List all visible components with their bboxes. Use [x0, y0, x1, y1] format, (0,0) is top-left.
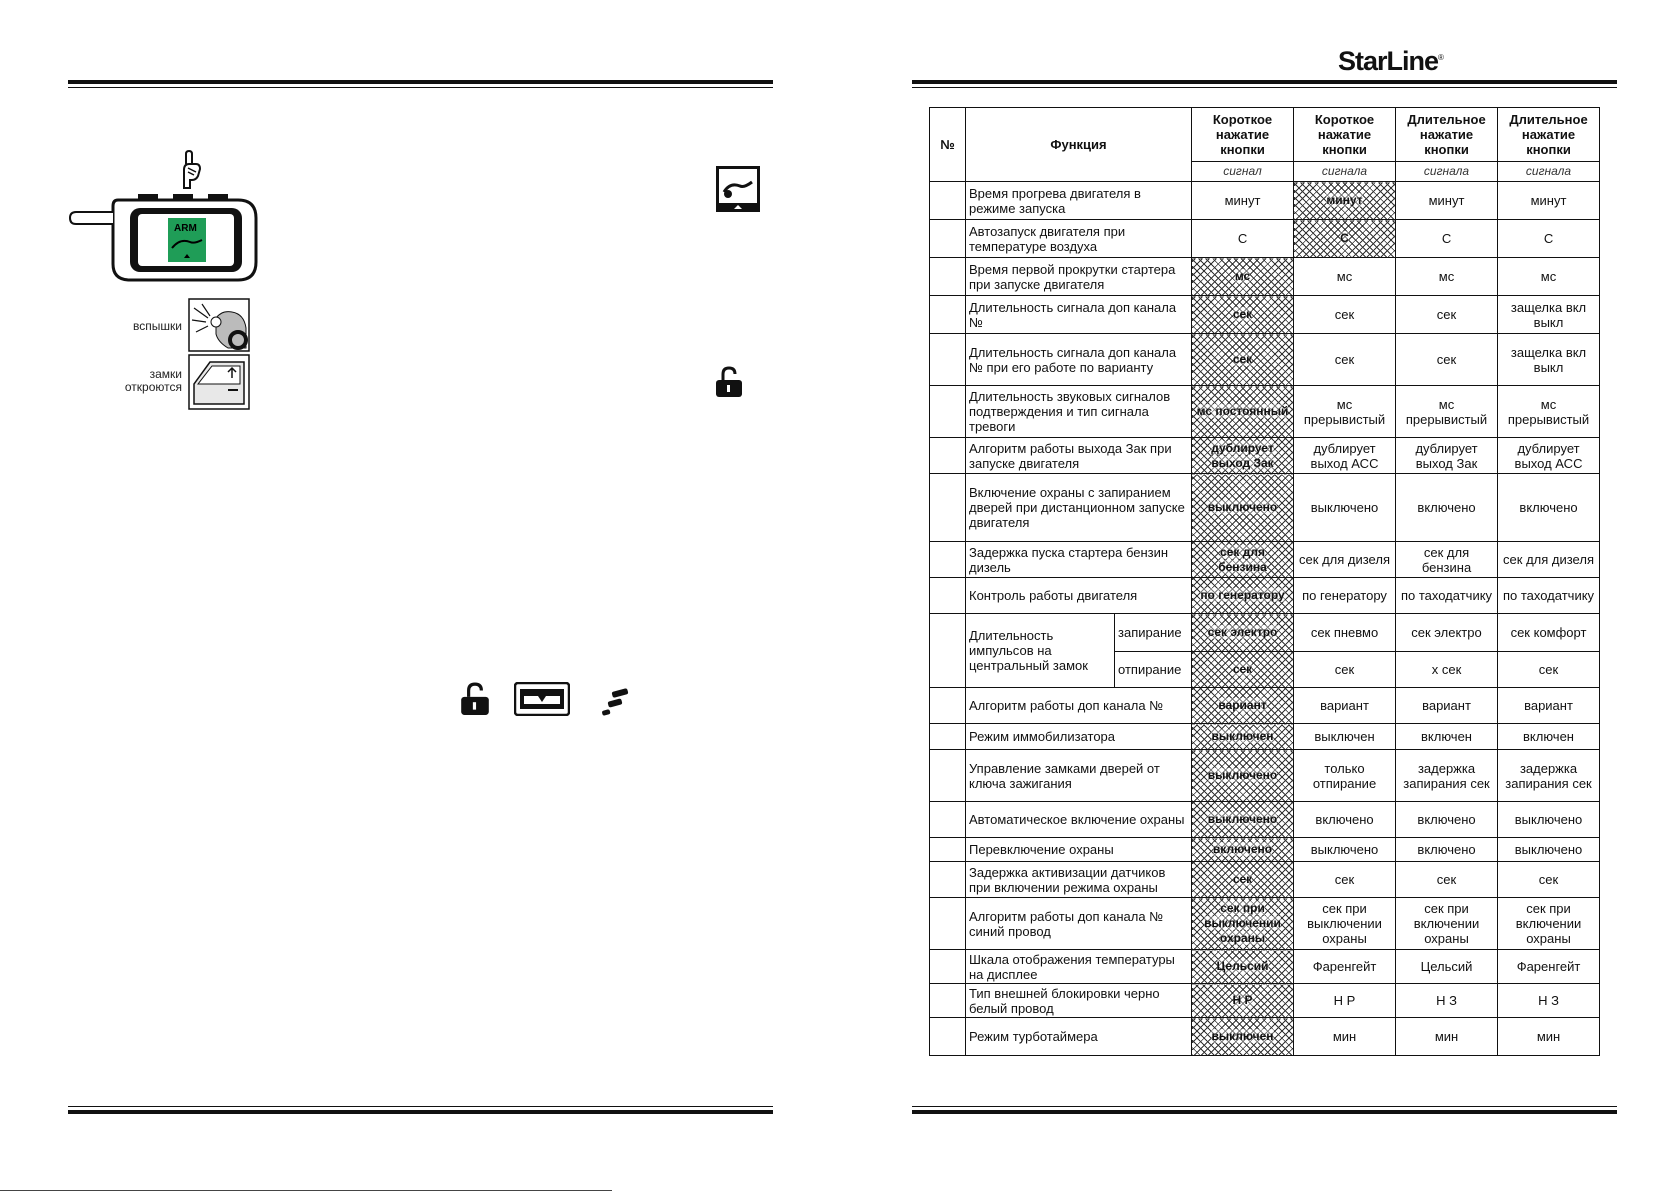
signal-col1: сигнал	[1192, 162, 1294, 182]
table-row	[930, 802, 1600, 838]
table-cell: Фаренгейт	[1498, 950, 1600, 984]
header-col1: Короткое нажатие кнопки	[1192, 108, 1294, 162]
table-cell: сек для бензина	[1396, 542, 1498, 578]
table-cell: сек	[1294, 334, 1396, 386]
table-cell: сек	[1396, 334, 1498, 386]
table-cell: дублирует выход АСС	[1294, 438, 1396, 474]
header-col4: Длительное нажатие кнопки	[1498, 108, 1600, 162]
table-cell: выключено	[1498, 838, 1600, 862]
table-cell: мин	[1498, 1018, 1600, 1056]
table-cell: выключено	[1192, 474, 1294, 542]
table-cell: мс прерывистый	[1498, 386, 1600, 438]
header-function: Функция	[966, 108, 1192, 182]
table-cell: дублирует выход Зак	[1396, 438, 1498, 474]
table-cell: сек при включении охраны	[1396, 898, 1498, 950]
table-cell: включен	[1498, 724, 1600, 750]
row-function: Длительность звуковых сигналов подтверждения и тип сигнала тревоги	[966, 386, 1192, 438]
row-function: Шкала отображения температуры на дисплее	[966, 950, 1192, 984]
table-cell: включено	[1396, 802, 1498, 838]
table-cell: сек	[1294, 296, 1396, 334]
right-top-rule	[912, 80, 1617, 84]
table-cell: защелка вкл выкл	[1498, 334, 1600, 386]
table-row	[930, 984, 1600, 1018]
right-top-rule-thin	[912, 87, 1617, 88]
row-function: Задержка активизации датчиков при включении режима охраны	[966, 862, 1192, 898]
table-cell: мс прерывистый	[1294, 386, 1396, 438]
table-cell: сек электро	[1192, 614, 1294, 652]
right-bottom-rule	[912, 1110, 1617, 1114]
table-row	[930, 438, 1600, 474]
table-cell: сек	[1294, 862, 1396, 898]
locks-caption: замки откроются	[124, 367, 182, 394]
table-cell: минут	[1396, 182, 1498, 220]
table-cell: С	[1498, 220, 1600, 258]
table-row	[930, 220, 1600, 258]
footer-line	[0, 1190, 612, 1191]
table-cell: сек	[1498, 862, 1600, 898]
padlock-open-icon	[713, 366, 745, 398]
table-row	[930, 898, 1600, 950]
table-cell: мс	[1294, 258, 1396, 296]
row-function: Алгоритм работы доп канала №	[966, 688, 1192, 724]
table-cell: сек для бензина	[1192, 542, 1294, 578]
table-cell: выключено	[1192, 802, 1294, 838]
row-function: Время первой прокрутки стартера при запуске двигателя	[966, 258, 1192, 296]
table-cell: мс прерывистый	[1396, 386, 1498, 438]
table-cell: мин	[1294, 1018, 1396, 1056]
table-row-pulse-lock	[930, 614, 1600, 652]
table-cell: включено	[1192, 838, 1294, 862]
brand-logo: StarLine®	[1338, 46, 1443, 76]
table-cell: сек пневмо	[1294, 614, 1396, 652]
trunk-icon	[514, 682, 570, 716]
row-function: Перевключение охраны	[966, 838, 1192, 862]
table-cell: минут	[1498, 182, 1600, 220]
table-row	[930, 862, 1600, 898]
table-cell: включен	[1396, 724, 1498, 750]
header-col2: Короткое нажатие кнопки	[1294, 108, 1396, 162]
table-cell: Н З	[1396, 984, 1498, 1018]
table-cell: выключено	[1294, 838, 1396, 862]
table-cell: сек при выключении охраны	[1294, 898, 1396, 950]
motion-icon	[598, 688, 632, 718]
table-cell: по таходатчику	[1396, 578, 1498, 614]
table-cell: С	[1396, 220, 1498, 258]
table-cell: Н Р	[1192, 984, 1294, 1018]
table-cell: вариант	[1498, 688, 1600, 724]
table-cell: сек при включении охраны	[1498, 898, 1600, 950]
signal-col2: сигнала	[1294, 162, 1396, 182]
signal-col3: сигнала	[1396, 162, 1498, 182]
table-cell: минут	[1192, 182, 1294, 220]
table-cell: сек для дизеля	[1498, 542, 1600, 578]
table-cell: С	[1192, 220, 1294, 258]
table-cell: сек	[1396, 296, 1498, 334]
pulse-lock-label: запирание	[1115, 614, 1192, 652]
table-row	[930, 296, 1600, 334]
row-function: Включение охраны с запиранием дверей при дистанционном запуске двигателя	[966, 474, 1192, 542]
table-cell: сек	[1294, 652, 1396, 688]
table-cell: дублирует выход Зак	[1192, 438, 1294, 474]
table-cell: дублирует выход АСС	[1498, 438, 1600, 474]
table-row	[930, 750, 1600, 802]
table-cell: Н З	[1498, 984, 1600, 1018]
headlight-flash-icon	[188, 298, 250, 352]
header-num: №	[930, 108, 966, 182]
door-unlock-icon	[188, 354, 250, 410]
table-cell: только отпирание	[1294, 750, 1396, 802]
table-cell: мс постоянный	[1192, 386, 1294, 438]
padlock-open-icon-2	[458, 682, 492, 716]
row-function: Длительность сигнала доп канала №	[966, 296, 1192, 334]
table-cell: мс	[1396, 258, 1498, 296]
table-cell: по генератору	[1192, 578, 1294, 614]
table-cell: мин	[1396, 1018, 1498, 1056]
table-cell: задержка запирания сек	[1498, 750, 1600, 802]
table-row	[930, 578, 1600, 614]
table-cell: по таходатчику	[1498, 578, 1600, 614]
signal-col4: сигнала	[1498, 162, 1600, 182]
table-cell: С	[1294, 220, 1396, 258]
table-cell: сек комфорт	[1498, 614, 1600, 652]
table-cell: мс	[1192, 258, 1294, 296]
row-function: Управление замками дверей от ключа зажигания	[966, 750, 1192, 802]
row-function: Алгоритм работы доп канала № синий провод	[966, 898, 1192, 950]
table-row	[930, 334, 1600, 386]
table-cell: выключено	[1294, 474, 1396, 542]
table-row	[930, 258, 1600, 296]
table-row	[930, 950, 1600, 984]
table-cell: сек при выключении охраны	[1192, 898, 1294, 950]
table-cell: выключен	[1294, 724, 1396, 750]
table-cell: выключено	[1498, 802, 1600, 838]
svg-text:ARM: ARM	[174, 223, 197, 234]
table-row	[930, 838, 1600, 862]
right-bottom-rule-thin	[912, 1106, 1617, 1107]
table-row	[930, 474, 1600, 542]
row-function: Режим турботаймера	[966, 1018, 1192, 1056]
table-cell: сек	[1498, 652, 1600, 688]
table-cell: защелка вкл выкл	[1498, 296, 1600, 334]
row-function: Время прогрева двигателя в режиме запуска	[966, 182, 1192, 220]
table-header-row	[930, 108, 1600, 162]
table-row	[930, 724, 1600, 750]
finger-press-icon	[176, 150, 202, 190]
table-cell: вариант	[1396, 688, 1498, 724]
table-cell: Фаренгейт	[1294, 950, 1396, 984]
table-cell: сек	[1192, 862, 1294, 898]
pulse-unlock-label: отпирание	[1115, 652, 1192, 688]
row-function: Тип внешней блокировки черно белый провод	[966, 984, 1192, 1018]
row-function: Алгоритм работы выхода Зак при запуске двигателя	[966, 438, 1192, 474]
header-col3: Длительное нажатие кнопки	[1396, 108, 1498, 162]
row-function: Режим иммобилизатора	[966, 724, 1192, 750]
table-cell: сек	[1192, 296, 1294, 334]
table-row	[930, 386, 1600, 438]
table-row	[930, 542, 1600, 578]
row-function: Автоматическое включение охраны	[966, 802, 1192, 838]
table-cell: включено	[1396, 838, 1498, 862]
row-function: Длительность сигнала доп канала № при его работе по варианту	[966, 334, 1192, 386]
row-function: Автозапуск двигателя при температуре воздуха	[966, 220, 1192, 258]
table-cell: выключен	[1192, 724, 1294, 750]
table-row	[930, 688, 1600, 724]
settings-table	[929, 107, 1600, 1056]
left-top-rule	[68, 80, 773, 84]
table-cell: вариант	[1294, 688, 1396, 724]
row-function: Контроль работы двигателя	[966, 578, 1192, 614]
table-cell: выключен	[1192, 1018, 1294, 1056]
table-cell: Цельсий	[1192, 950, 1294, 984]
table-cell: мс	[1498, 258, 1600, 296]
table-cell: Н Р	[1294, 984, 1396, 1018]
table-cell: вариант	[1192, 688, 1294, 724]
flash-caption: вспышки	[133, 319, 182, 333]
remote-start-icon	[716, 166, 760, 212]
table-cell: Цельсий	[1396, 950, 1498, 984]
table-cell: сек	[1192, 652, 1294, 688]
row-function: Задержка пуска стартера бензин дизель	[966, 542, 1192, 578]
table-cell: сек электро	[1396, 614, 1498, 652]
table-cell: включено	[1396, 474, 1498, 542]
table-row	[930, 182, 1600, 220]
table-row	[930, 1018, 1600, 1056]
table-cell: включено	[1498, 474, 1600, 542]
table-cell: задержка запирания сек	[1396, 750, 1498, 802]
row-function: Длительность импульсов на центральный замок	[966, 614, 1115, 688]
left-bottom-rule-thin	[68, 1106, 773, 1107]
table-cell: сек	[1396, 862, 1498, 898]
left-bottom-rule	[68, 1110, 773, 1114]
table-cell: выключено	[1192, 750, 1294, 802]
table-cell: по генератору	[1294, 578, 1396, 614]
table-cell: сек	[1192, 334, 1294, 386]
table-cell: сек для дизеля	[1294, 542, 1396, 578]
keyfob-icon	[68, 192, 260, 282]
table-cell: включено	[1294, 802, 1396, 838]
table-cell: минут	[1294, 182, 1396, 220]
left-top-rule-thin	[68, 87, 773, 88]
table-cell: х сек	[1396, 652, 1498, 688]
